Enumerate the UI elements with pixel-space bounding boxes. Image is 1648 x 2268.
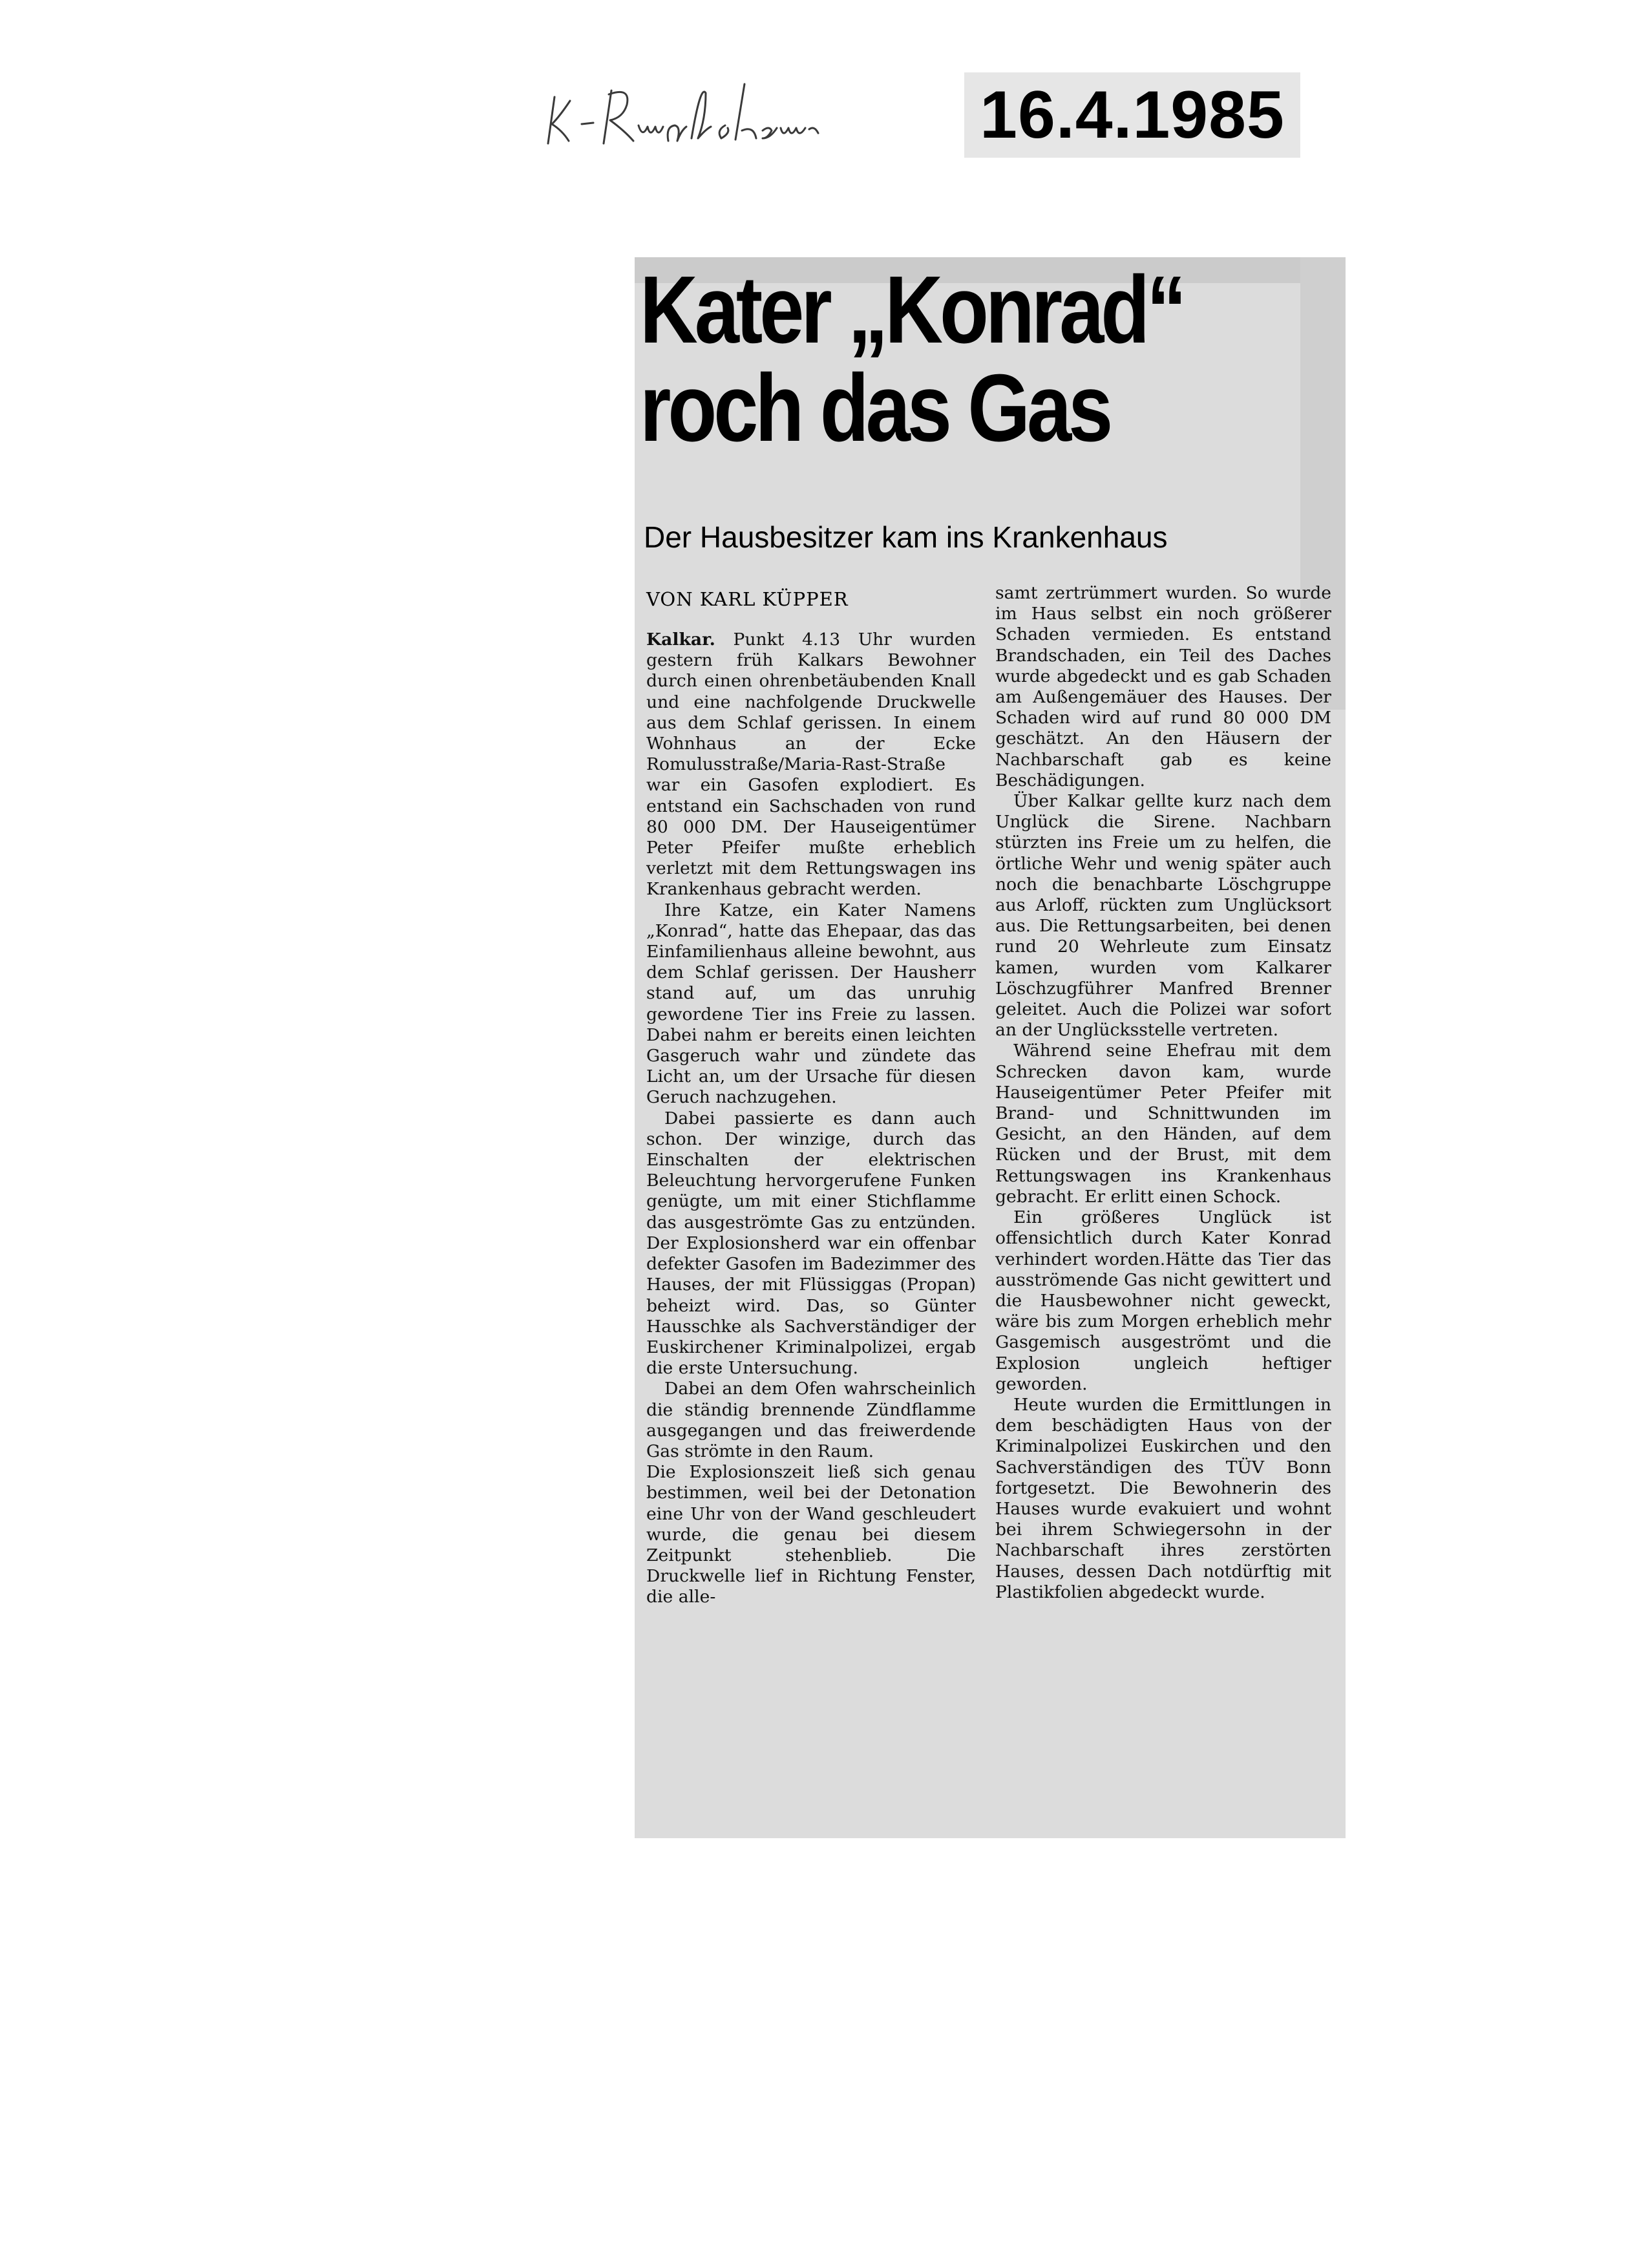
article-column-left [646, 630, 976, 1608]
paragraph: Ihre Katze, ein Kater Namens „Konrad“, hatte das Ehepaar, das das Einfamilienhaus alleine bewohnt, aus dem Schlaf gerissen. Der Hausherr stand auf, um das unruhig gewordene Tier ins Freie zu lassen. Dabei nahm er bereits einen leichten Gasgeruch wahr und zündete das Licht an, um der Ursache für diesen Geruch nachzugehen. [646, 900, 976, 1108]
dateline: Kalkar. [646, 630, 715, 650]
date-stamp: 16.4.1985 [964, 72, 1300, 158]
newspaper-clipping [635, 257, 1346, 1838]
paragraph-text: Punkt 4.13 Uhr wurden gestern früh Kalkars Bewohner durch einen ohrenbetäubenden Knall und eine nachfolgende Druckwelle aus dem Schlaf gerissen. In einem Wohnhaus an der Ecke Romulusstraße/Maria-Rast-Straße war ein Gasofen explodiert. Es entstand ein Sachschaden von rund 80 000 DM. Der Hauseigentümer Peter Pfeifer mußte erheblich verletzt mit dem Rettungswagen ins Krankenhaus gebracht werden. [646, 630, 976, 900]
paragraph: Ein größeres Unglück ist offensichtlich durch Kater Konrad verhindert worden.Hätte das Tier das ausströmende Gas nicht gewittert und die Hausbewohner nicht geweckt, wäre bis zum Morgen erheblich mehr Gasgemisch ausgeströmt und die Explosion ungleich heftiger geworden. [995, 1207, 1331, 1394]
byline: VON KARL KÜPPER [646, 588, 849, 610]
paragraph: Über Kalkar gellte kurz nach dem Unglück die Sirene. Nachbarn stürzten ins Freie um zu helfen, die örtliche Wehr und wenig später auch noch die benachbarte Löschgruppe aus Arloff, rückten zum Unglücksort aus. Die Rettungsarbeiten, bei denen rund 20 Wehrleute zum Einsatz kamen, wurden vom Kalkarer Löschzugführer Manfred Brenner geleitet. Auch die Polizei war sofort an der Unglücksstelle vertreten. [995, 791, 1331, 1041]
paragraph: Die Explosionszeit ließ sich genau bestimmen, weil bei der Detonation eine Uhr von der Wand geschleudert wurde, die genau bei diesem Zeitpunkt stehenblieb. Die Druckwelle lief in Richtung Fenster, die alle- [646, 1462, 976, 1607]
paragraph: samt zertrümmert wurden. So wurde im Haus selbst ein noch größerer Schaden vermieden. Es entstand Brandschaden, ein Teil des Daches wurde abgedeckt und es gab Schaden am Außengemäuer des Hauses. Der Schaden wird auf rund 80 000 DM geschätzt. An den Häusern der Nachbarschaft gab es keine Beschädigungen. [995, 583, 1331, 790]
handwritten-source-note [536, 71, 898, 155]
paragraph: Während seine Ehefrau mit dem Schrecken davon kam, wurde Hauseigentümer Peter Pfeifer mit Brand- und Schnittwunden im Gesicht, an den Händen, auf dem Rücken und der Brust, mit dem Rettungswagen ins Krankenhaus gebracht. Er erlitt einen Schock. [995, 1041, 1331, 1207]
subheadline: Der Hausbesitzer kam ins Krankenhaus [644, 520, 1168, 554]
paragraph: Dabei passierte es dann auch schon. Der winzige, durch das Einschalten der elektrischen Beleuchtung hervorgerufene Funken genügte, um mit einer Stichflamme das ausgeströmte Gas zu entzünden. Der Explosionsherd war ein offenbar defekter Gasofen im Badezimmer des Hauses, der mit Flüssiggas (Propan) beheizt wird. Das, so Günter Hausschke als Sachverständiger der Euskirchener Kriminalpolizei, ergab die erste Untersuchung. [646, 1108, 976, 1379]
headline [640, 257, 1194, 461]
headline-line-1: Kater „Konrad“ [640, 257, 1184, 363]
article-column-right [995, 583, 1331, 1603]
headline-line-2: roch das Gas [640, 355, 1110, 461]
paragraph [646, 630, 976, 900]
paragraph: Heute wurden die Ermittlungen in dem beschädigten Haus von der Kriminalpolizei Euskirchen und den Sachverständigen des TÜV Bonn fortgesetzt. Die Bewohnerin des Hauses wurde evakuiert und wohnt bei ihrem Schwiegersohn in der Nachbarschaft ihres zerstörten Hauses, dessen Dach notdürftig mit Plastikfolien abgedeckt wurde. [995, 1394, 1331, 1602]
paragraph: Dabei an dem Ofen wahrscheinlich die ständig brennende Zündflamme ausgegangen und das freiwerdende Gas strömte in den Raum. [646, 1379, 976, 1461]
